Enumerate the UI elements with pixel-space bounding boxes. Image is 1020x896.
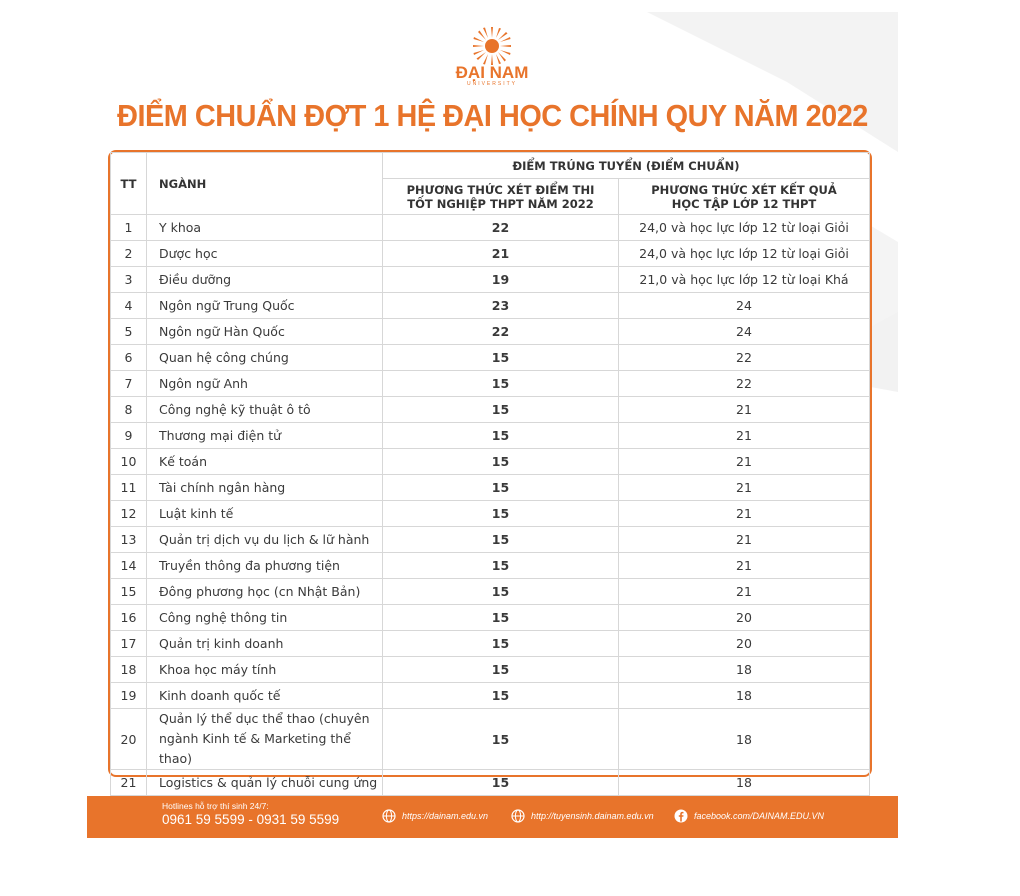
row-tt: 5: [111, 319, 147, 345]
row-score-a: 15: [383, 553, 619, 579]
row-major: Quản trị dịch vụ du lịch & lữ hành: [147, 527, 383, 553]
university-logo: [452, 26, 532, 96]
table-row: [111, 553, 870, 579]
page-title: ĐIỂM CHUẨN ĐỢT 1 HỆ ĐẠI HỌC CHÍNH QUY NĂM 2022: [117, 98, 868, 133]
row-tt: 18: [111, 657, 147, 683]
row-score-b: 21: [619, 449, 870, 475]
row-major: Tài chính ngân hàng: [147, 475, 383, 501]
table-row: [111, 423, 870, 449]
row-major: Truyền thông đa phương tiện: [147, 553, 383, 579]
row-major: Logistics & quản lý chuỗi cung ứng: [147, 770, 383, 796]
table-row: [111, 267, 870, 293]
row-major-line2: ngành Kinh tế & Marketing thể thao): [159, 731, 351, 766]
row-score-a: 15: [383, 631, 619, 657]
row-major: Ngôn ngữ Hàn Quốc: [147, 319, 383, 345]
header-method-a: [383, 179, 619, 215]
table-row: [111, 449, 870, 475]
row-score-b: 21: [619, 423, 870, 449]
table-row: [111, 475, 870, 501]
row-score-a: 15: [383, 770, 619, 796]
table-row: [111, 605, 870, 631]
row-score-b: 18: [619, 683, 870, 709]
row-tt: 2: [111, 241, 147, 267]
row-tt: 17: [111, 631, 147, 657]
row-score-b: 18: [619, 709, 870, 770]
website-link[interactable]: [382, 809, 488, 823]
facebook-text: facebook.com/DAINAM.EDU.VN: [694, 811, 825, 821]
row-score-a: 15: [383, 683, 619, 709]
row-score-b: 21: [619, 579, 870, 605]
row-score-b: 22: [619, 345, 870, 371]
row-score-a: 15: [383, 371, 619, 397]
row-score-b: 20: [619, 631, 870, 657]
row-score-b: 22: [619, 371, 870, 397]
row-score-b: 18: [619, 770, 870, 796]
table-row: [111, 345, 870, 371]
row-score-b: 21: [619, 501, 870, 527]
row-score-b: 24,0 và học lực lớp 12 từ loại Giỏi: [619, 215, 870, 241]
row-major: Dược học: [147, 241, 383, 267]
table-row: [111, 397, 870, 423]
table-row: [111, 657, 870, 683]
row-score-b: 21,0 và học lực lớp 12 từ loại Khá: [619, 267, 870, 293]
row-score-a: 15: [383, 579, 619, 605]
globe-icon: [511, 809, 525, 823]
table-row: [111, 293, 870, 319]
header-method-b-line1: PHƯƠNG THỨC XÉT KẾT QUẢ: [651, 182, 837, 197]
row-tt: 19: [111, 683, 147, 709]
globe-icon: [382, 809, 396, 823]
row-tt: 13: [111, 527, 147, 553]
row-score-a: 15: [383, 501, 619, 527]
row-score-a: 19: [383, 267, 619, 293]
row-score-a: 15: [383, 423, 619, 449]
row-score-b: 18: [619, 657, 870, 683]
table-row: [111, 631, 870, 657]
row-tt: 4: [111, 293, 147, 319]
row-score-a: 22: [383, 319, 619, 345]
admission-site-link[interactable]: [511, 809, 654, 823]
row-tt: 12: [111, 501, 147, 527]
table-row: [111, 579, 870, 605]
row-tt: 1: [111, 215, 147, 241]
logo-name: ĐẠI NAM: [455, 63, 529, 82]
website-text: https://dainam.edu.vn: [402, 811, 489, 821]
row-tt: 10: [111, 449, 147, 475]
row-score-a: 15: [383, 657, 619, 683]
row-score-a: 15: [383, 397, 619, 423]
row-major: Kinh doanh quốc tế: [147, 683, 383, 709]
hotline-numbers: 0961 59 5599 - 0931 59 5599: [162, 812, 340, 827]
row-tt: 8: [111, 397, 147, 423]
row-score-b: 21: [619, 475, 870, 501]
hotline-label: Hotlines hỗ trợ thí sinh 24/7:: [162, 801, 269, 811]
row-score-b: 24: [619, 319, 870, 345]
row-score-b: 24: [619, 293, 870, 319]
row-major: Ngôn ngữ Trung Quốc: [147, 293, 383, 319]
row-score-a: 22: [383, 215, 619, 241]
header-method-a-line1: PHƯƠNG THỨC XÉT ĐIỂM THI: [406, 182, 595, 197]
row-tt: 9: [111, 423, 147, 449]
row-major: Kế toán: [147, 449, 383, 475]
row-tt: 7: [111, 371, 147, 397]
header-method-b: [619, 179, 870, 215]
row-major: Khoa học máy tính: [147, 657, 383, 683]
row-score-a: 15: [383, 345, 619, 371]
row-major: Điều dưỡng: [147, 267, 383, 293]
footer-bar: [87, 796, 898, 838]
table-row: [111, 770, 870, 796]
header-score-group: ĐIỂM TRÚNG TUYỂN (ĐIỂM CHUẨN): [383, 153, 870, 179]
row-score-b: 21: [619, 397, 870, 423]
row-tt: 6: [111, 345, 147, 371]
row-tt: 3: [111, 267, 147, 293]
row-major: Quản trị kinh doanh: [147, 631, 383, 657]
table-row: [111, 527, 870, 553]
row-major: Công nghệ thông tin: [147, 605, 383, 631]
header-method-a-line2: TỐT NGHIỆP THPT NĂM 2022: [407, 196, 594, 211]
facebook-icon: [674, 809, 688, 823]
admission-poster: [87, 12, 898, 838]
row-score-a: 23: [383, 293, 619, 319]
row-tt: 20: [111, 709, 147, 770]
header-tt: TT: [111, 153, 147, 215]
score-table: [110, 152, 870, 796]
row-major: [147, 709, 383, 770]
table-row: [111, 319, 870, 345]
row-score-a: 15: [383, 709, 619, 770]
row-score-a: 15: [383, 449, 619, 475]
row-major: Ngôn ngữ Anh: [147, 371, 383, 397]
table-row: [111, 215, 870, 241]
sun-logo-icon: [472, 26, 512, 66]
table-row: [111, 371, 870, 397]
row-major-line1: Quản lý thể dục thể thao (chuyên: [159, 711, 370, 726]
row-score-b: 21: [619, 553, 870, 579]
table-row: [111, 501, 870, 527]
admission-site-text: http://tuyensinh.dainam.edu.vn: [531, 811, 654, 821]
row-major: Đông phương học (cn Nhật Bản): [147, 579, 383, 605]
table-row: [111, 709, 870, 770]
row-tt: 21: [111, 770, 147, 796]
row-score-b: 24,0 và học lực lớp 12 từ loại Giỏi: [619, 241, 870, 267]
table-row: [111, 683, 870, 709]
facebook-link[interactable]: [674, 809, 824, 823]
row-major: Quan hệ công chúng: [147, 345, 383, 371]
row-tt: 11: [111, 475, 147, 501]
table-row: [111, 241, 870, 267]
row-major: Luật kinh tế: [147, 501, 383, 527]
row-tt: 16: [111, 605, 147, 631]
header-nganh: NGÀNH: [147, 153, 383, 215]
row-major: Y khoa: [147, 215, 383, 241]
row-score-b: 20: [619, 605, 870, 631]
score-table-container: [108, 150, 872, 790]
row-score-a: 15: [383, 605, 619, 631]
row-score-a: 15: [383, 475, 619, 501]
row-score-b: 21: [619, 527, 870, 553]
logo-subtitle: UNIVERSITY: [466, 81, 517, 87]
row-score-a: 21: [383, 241, 619, 267]
row-major: Công nghệ kỹ thuật ô tô: [147, 397, 383, 423]
header-method-b-line2: HỌC TẬP LỚP 12 THPT: [671, 196, 817, 211]
row-score-a: 15: [383, 527, 619, 553]
row-tt: 15: [111, 579, 147, 605]
row-major: Thương mại điện tử: [147, 423, 383, 449]
row-tt: 14: [111, 553, 147, 579]
